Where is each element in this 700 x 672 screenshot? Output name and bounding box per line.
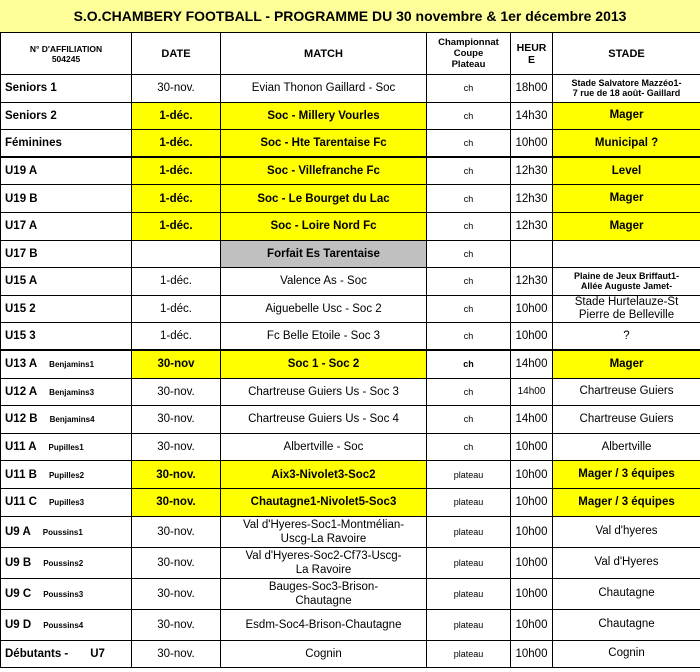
date-cell	[132, 240, 221, 268]
time-cell: 12h30	[511, 268, 553, 296]
competition-cell: plateau	[427, 640, 511, 668]
competition-cell: ch	[427, 130, 511, 158]
date-cell: 30-nov.	[132, 578, 221, 609]
competition-cell: ch	[427, 268, 511, 296]
time-cell: 10h00	[511, 433, 553, 461]
stadium-cell	[553, 461, 700, 489]
match-cell	[221, 323, 427, 351]
text-line: Chartreuse Guiers Us - Soc 4	[248, 413, 399, 426]
competition-cell: plateau	[427, 578, 511, 609]
category-cell	[1, 240, 132, 268]
date-cell: 30-nov.	[132, 461, 221, 489]
competition-cell: ch	[427, 185, 511, 213]
affiliation-header: N° D'AFFILIATION 504245	[1, 33, 132, 75]
text-line: Chartreuse Guiers	[579, 385, 674, 398]
text-line: Cognin	[305, 647, 342, 660]
text-line: Soc - Hte Tarentaise Fc	[260, 137, 387, 150]
category-cell	[1, 640, 132, 668]
stadium-cell	[553, 640, 700, 668]
text-line: Mager / 3 équipes	[578, 468, 675, 481]
text-line: Bauges-Soc3-Brison-	[268, 580, 379, 593]
category-cell	[1, 461, 132, 489]
date-cell: 30-nov.	[132, 488, 221, 516]
competition-cell: plateau	[427, 516, 511, 547]
match-cell	[221, 268, 427, 296]
stadium-cell	[553, 102, 700, 130]
category-cell	[1, 185, 132, 213]
category-label: U12 A	[5, 385, 38, 398]
category-cell	[1, 609, 132, 640]
category-cell	[1, 547, 132, 578]
text-line: Chautagne	[598, 618, 655, 630]
match-cell	[221, 102, 427, 130]
text-line: Soc - Villefranche Fc	[267, 165, 380, 178]
competition-header: Championnat Coupe Plateau	[427, 33, 511, 75]
competition-cell: ch	[427, 212, 511, 240]
text-line: Soc - Le Bourget du Lac	[257, 192, 390, 205]
subcategory-label: Pupilles1	[48, 443, 84, 453]
table-row	[1, 157, 700, 185]
match-header: MATCH	[221, 33, 427, 75]
text-line: Cognin	[608, 647, 645, 660]
time-cell: 10h00	[511, 295, 553, 323]
competition-cell: ch	[427, 433, 511, 461]
stadium-cell	[553, 185, 700, 213]
time-cell: 14h30	[511, 102, 553, 130]
category-cell	[1, 268, 132, 296]
table-row	[1, 102, 700, 130]
competition-cell: ch	[427, 102, 511, 130]
category-label: U11 B	[5, 468, 37, 481]
match-cell	[221, 185, 427, 213]
match-cell	[221, 240, 427, 268]
match-cell	[221, 609, 427, 640]
text-line: Forfait Es Tarentaise	[267, 247, 380, 260]
competition-cell: ch	[427, 378, 511, 406]
stadium-cell	[553, 578, 700, 609]
text-line: Chartreuse Guiers Us - Soc 3	[248, 385, 399, 398]
date-cell: 30-nov.	[132, 433, 221, 461]
category-label: U15 A	[5, 275, 38, 288]
time-cell	[511, 240, 553, 268]
competition-cell: ch	[427, 240, 511, 268]
text-line: Mager	[609, 192, 644, 205]
date-cell: 30-nov.	[132, 609, 221, 640]
subcategory-label: Poussins2	[43, 558, 84, 568]
subcategory-label: Poussins3	[43, 589, 84, 599]
time-cell: 10h00	[511, 609, 553, 640]
table-row	[1, 378, 700, 406]
stadium-cell	[553, 240, 700, 268]
match-cell	[221, 130, 427, 158]
category-cell	[1, 350, 132, 378]
competition-cell: plateau	[427, 488, 511, 516]
table-row	[1, 433, 700, 461]
category-cell	[1, 433, 132, 461]
text-line: Esdm-Soc4-Brison-Chautagne	[245, 618, 402, 631]
text-line: Chautagne	[598, 587, 655, 599]
time-header: HEUR E	[511, 33, 553, 75]
match-cell	[221, 350, 427, 378]
text-line: Mager	[609, 109, 644, 122]
text-line: Level	[611, 164, 642, 177]
category-label: U17 B	[5, 247, 38, 260]
match-cell	[221, 75, 427, 103]
date-cell: 1-déc.	[132, 157, 221, 185]
subcategory-label: Benjamins3	[49, 387, 95, 397]
stadium-cell	[553, 130, 700, 158]
table-row	[1, 461, 700, 489]
text-line: Chartreuse Guiers	[579, 412, 674, 425]
subcategory-label: U7	[90, 647, 105, 660]
stadium-cell	[553, 547, 700, 578]
text-line: Val d'Hyeres-Soc1-Montmélian-	[242, 518, 405, 531]
match-cell	[221, 578, 427, 609]
date-cell: 30-nov.	[132, 640, 221, 668]
time-cell: 10h00	[511, 461, 553, 489]
text-line: Fc Belle Etoile - Soc 3	[266, 330, 381, 343]
category-cell	[1, 516, 132, 547]
text-line: Val d'Hyeres	[594, 556, 659, 568]
category-label: U9 A	[5, 525, 31, 538]
competition-cell: plateau	[427, 547, 511, 578]
text-line: Soc - Loire Nord Fc	[270, 220, 377, 233]
subcategory-label: Pupilles2	[48, 470, 85, 480]
table-row	[1, 547, 700, 578]
match-cell	[221, 516, 427, 547]
text-line: Albertville - Soc	[283, 441, 364, 454]
stadium-cell	[553, 268, 700, 296]
category-label: U19 A	[5, 165, 38, 178]
page-title: S.O.CHAMBERY FOOTBALL - PROGRAMME DU 30 novembre & 1er décembre 2013	[0, 0, 700, 32]
text-line: Soc - Millery Vourles	[267, 109, 380, 122]
category-label: U11 C	[5, 496, 37, 509]
text-line: Val d'Hyeres-Soc2-Cf73-Uscg-	[245, 549, 402, 562]
time-cell: 12h30	[511, 157, 553, 185]
competition-cell: ch	[427, 75, 511, 103]
table-row	[1, 640, 700, 668]
match-cell	[221, 406, 427, 434]
category-cell	[1, 157, 132, 185]
category-cell	[1, 406, 132, 434]
match-cell	[221, 378, 427, 406]
table-row	[1, 185, 700, 213]
category-label: U9 C	[5, 587, 32, 600]
competition-cell: plateau	[427, 461, 511, 489]
table-row	[1, 130, 700, 158]
category-cell	[1, 378, 132, 406]
date-cell: 1-déc.	[132, 212, 221, 240]
text-line: Valence As - Soc	[280, 275, 367, 288]
date-cell: 1-déc.	[132, 185, 221, 213]
subcategory-label: Pupilles3	[48, 498, 85, 508]
match-cell	[221, 212, 427, 240]
table-row	[1, 578, 700, 609]
category-label: U17 A	[5, 220, 38, 233]
time-cell: 10h00	[511, 640, 553, 668]
text-line: La Ravoire	[295, 563, 352, 576]
competition-cell: plateau	[427, 609, 511, 640]
time-cell: 10h00	[511, 488, 553, 516]
text-line: Soc 1 - Soc 2	[287, 358, 360, 371]
category-label: U11 A	[5, 441, 37, 454]
category-label: U13 A	[5, 358, 38, 371]
match-cell	[221, 433, 427, 461]
stadium-cell	[553, 516, 700, 547]
text-line: Mager	[609, 357, 644, 370]
text-line: Stade Salvatore Mazzéo1-	[571, 78, 682, 89]
time-cell: 10h00	[511, 323, 553, 351]
date-cell: 1-déc.	[132, 268, 221, 296]
text-line: Val d'hyeres	[595, 525, 658, 537]
stadium-cell	[553, 212, 700, 240]
text-line: Chautagne1-Nivolet5-Soc3	[250, 496, 397, 509]
stadium-cell	[553, 433, 700, 461]
category-cell	[1, 488, 132, 516]
table-row	[1, 488, 700, 516]
table-row	[1, 406, 700, 434]
date-cell: 30-nov.	[132, 547, 221, 578]
category-cell	[1, 295, 132, 323]
match-cell	[221, 640, 427, 668]
table-row	[1, 75, 700, 103]
table-row	[1, 323, 700, 351]
time-cell: 10h00	[511, 516, 553, 547]
text-line: 7 rue de 18 août- Gaillard	[572, 88, 681, 99]
subcategory-label: Poussins4	[43, 620, 84, 630]
competition-cell: ch	[427, 350, 511, 378]
competition-cell: ch	[427, 295, 511, 323]
match-cell	[221, 547, 427, 578]
table-row	[1, 609, 700, 640]
match-cell	[221, 295, 427, 323]
category-cell	[1, 102, 132, 130]
table-row	[1, 268, 700, 296]
date-header: DATE	[132, 33, 221, 75]
date-cell: 30-nov.	[132, 516, 221, 547]
subcategory-label: Poussins1	[42, 527, 83, 537]
subcategory-label: Benjamins4	[49, 415, 95, 425]
text-line: Allée Auguste Jamet-	[580, 281, 673, 292]
text-line: Stade Hurtelauze-St	[574, 296, 679, 309]
text-line: Albertville	[601, 440, 652, 453]
stadium-cell	[553, 488, 700, 516]
stadium-cell	[553, 378, 700, 406]
text-line: Mager / 3 équipes	[578, 495, 675, 508]
category-label: Féminines	[5, 137, 62, 150]
table-row	[1, 240, 700, 268]
category-label: Débutants -	[5, 647, 69, 660]
program-table	[0, 32, 700, 668]
competition-cell: ch	[427, 157, 511, 185]
category-cell	[1, 578, 132, 609]
stadium-cell	[553, 323, 700, 351]
text-line: Uscg-La Ravoire	[280, 532, 367, 545]
time-cell: 12h30	[511, 185, 553, 213]
stadium-cell	[553, 75, 700, 103]
category-cell	[1, 323, 132, 351]
stadium-cell	[553, 406, 700, 434]
text-line: Aiguebelle Usc - Soc 2	[265, 303, 382, 316]
table-row	[1, 516, 700, 547]
category-label: U9 B	[5, 556, 32, 569]
category-cell	[1, 212, 132, 240]
text-line: Mager	[609, 219, 644, 232]
match-cell	[221, 157, 427, 185]
table-row	[1, 295, 700, 323]
date-cell: 1-déc.	[132, 295, 221, 323]
category-label: U15 3	[5, 330, 36, 343]
date-cell: 30-nov.	[132, 378, 221, 406]
text-line: Plaine de Jeux Briffaut1-	[573, 271, 680, 282]
table-row	[1, 350, 700, 378]
time-cell: 14h00	[511, 378, 553, 406]
date-cell: 1-déc.	[132, 323, 221, 351]
category-label: U9 D	[5, 618, 32, 631]
header-row	[1, 33, 700, 75]
category-label: Seniors 1	[5, 82, 57, 95]
text-line: Aix3-Nivolet3-Soc2	[271, 468, 376, 481]
date-cell: 1-déc.	[132, 102, 221, 130]
stadium-cell	[553, 157, 700, 185]
time-cell: 10h00	[511, 578, 553, 609]
stadium-cell	[553, 609, 700, 640]
competition-cell: ch	[427, 323, 511, 351]
date-cell: 30-nov.	[132, 406, 221, 434]
stadium-cell	[553, 295, 700, 323]
time-cell: 12h30	[511, 212, 553, 240]
time-cell: 10h00	[511, 547, 553, 578]
date-cell: 30-nov	[132, 350, 221, 378]
date-cell: 1-déc.	[132, 130, 221, 158]
time-cell: 14h00	[511, 350, 553, 378]
match-cell	[221, 488, 427, 516]
text-line: Evian Thonon Gaillard - Soc	[251, 82, 396, 95]
table-row	[1, 212, 700, 240]
stadium-cell	[553, 350, 700, 378]
date-cell: 30-nov.	[132, 75, 221, 103]
category-cell	[1, 130, 132, 158]
text-line: Pierre de Belleville	[578, 309, 675, 322]
time-cell: 14h00	[511, 406, 553, 434]
time-cell: 10h00	[511, 130, 553, 158]
category-label: U19 B	[5, 192, 38, 205]
category-label: Seniors 2	[5, 109, 57, 122]
match-cell	[221, 461, 427, 489]
text-line: Municipal ?	[594, 136, 659, 149]
competition-cell: ch	[427, 406, 511, 434]
time-cell: 18h00	[511, 75, 553, 103]
category-label: U12 B	[5, 413, 38, 426]
subcategory-label: Benjamins1	[49, 360, 95, 370]
text-line: ?	[623, 329, 630, 342]
category-cell	[1, 75, 132, 103]
category-label: U15 2	[5, 303, 36, 316]
stadium-header: STADE	[553, 33, 700, 75]
text-line: Chautagne	[295, 594, 352, 607]
